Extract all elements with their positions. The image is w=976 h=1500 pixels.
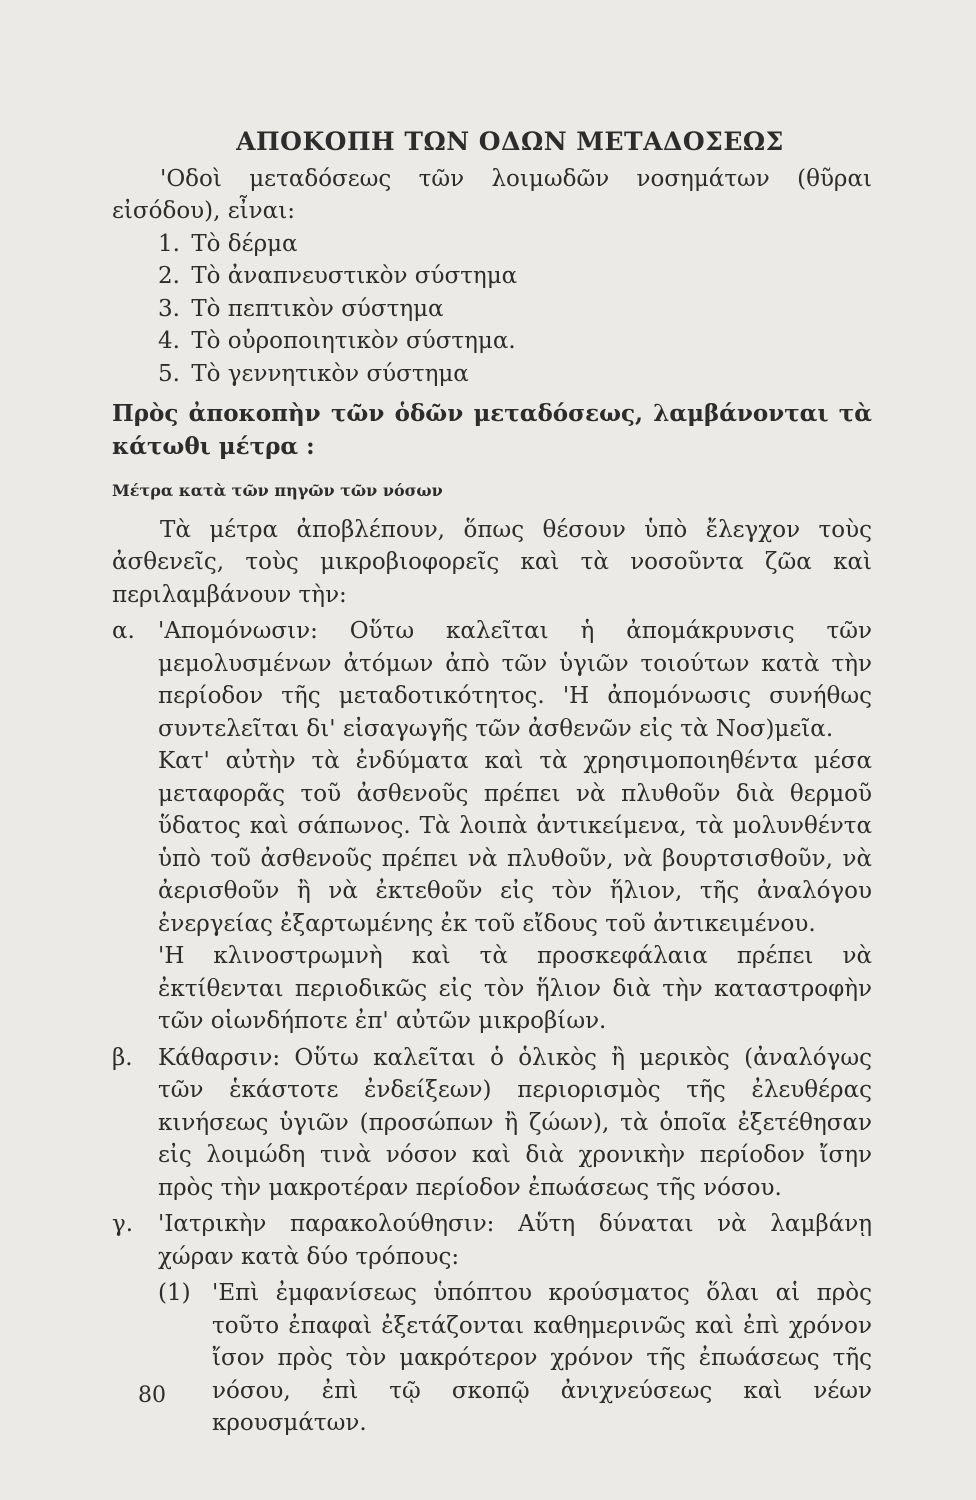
item-marker: γ. — [112, 1211, 134, 1237]
sources-subheading: Μέτρα κατὰ τῶν πηγῶν τῶν νόσων — [112, 481, 443, 500]
subitem-1 — [112, 1277, 872, 1440]
list-item-text: Τὸ δέρμα — [191, 230, 298, 257]
list-item-text: Τὸ πεπτικὸν σύστημα — [191, 295, 444, 322]
list-item-number: 4. — [158, 328, 180, 354]
page-body — [112, 118, 872, 1440]
list-item-number: 2. — [158, 263, 180, 289]
list-item — [158, 358, 872, 391]
list-item — [158, 293, 872, 326]
item-marker: α. — [112, 618, 135, 644]
item-quarantine — [112, 1042, 872, 1205]
measures-heading: Πρὸς ἀποκοπὴν τῶν ὁδῶν μεταδόσεως, λαμβάνονται τὰ κάτωθι μέτρα : — [112, 400, 872, 460]
item-medical-surveillance — [112, 1208, 872, 1273]
list-item — [158, 228, 872, 261]
subitem-marker: (1) — [158, 1280, 191, 1306]
list-item-text: Τὸ ἀναπνευστικὸν σύστημα — [191, 263, 518, 289]
list-item — [158, 260, 872, 293]
item-text: 'Ιατρικὴν παρακολούθησιν: Αὕτη δύναται νὰ λαμβάνῃ χώραν κατὰ δύο τρόπους: — [158, 1211, 872, 1270]
list-item-text: Τὸ γεννητικὸν σύστημα — [191, 360, 469, 387]
subitem-text: 'Επὶ ἐμφανίσεως ὑπόπτου κρούσματος ὅλαι αἱ πρὸς τοῦτο ἐπαφαὶ ἐξετάζονται καθημερινῶς καὶ ἐπὶ χρόνον ἴσον πρὸς τὸν μακρότερον χρόνον τῆς ἐπωάσεως τῆς νόσου, ἐπὶ τῷ σκοπῷ ἀνιχνεύσεως καὶ νέων κρουσμάτων. — [212, 1280, 872, 1436]
page-number: 80 — [138, 1383, 166, 1408]
sources-paragraph: Τὰ μέτρα ἀποβλέπουν, ὅπως θέσουν ὑπὸ ἔλεγχον τοὺς ἀσθενεῖς, τοὺς μικροβιοφορεῖς καὶ τὰ νοσοῦντα ζῶα καὶ περιλαμβάνουν τὴν: — [112, 516, 872, 608]
routes-list — [112, 228, 872, 391]
item-isolation-paragraph-3: 'Η κλινοστρωμνὴ καὶ τὰ προσκεφάλαια πρέπει νὰ ἐκτίθενται περιοδικῶς εἰς τὸν ἥλιον διὰ τὴν καταστροφὴν τῶν οἱωνδήποτε ἐπ' αὐτῶν μικροβίων. — [158, 943, 872, 1034]
list-item-number: 3. — [158, 295, 180, 322]
item-text: Κάθαρσιν: Οὕτω καλεῖται ὁ ὁλικὸς ἢ μερικὸς (ἀναλόγως τῶν ἑκάστοτε ἐνδείξεων) περιορισμὸς τῆς ἐλευθέρας κινήσεως ὑγιῶν (προσώπων ἢ ζώων), τὰ ὁποῖα ἐξετέθησαν εἰς λοιμώδη τινὰ νόσον καὶ διὰ χρονικὴν περίοδον ἴσην πρὸς τὴν μακροτέραν περίοδον ἐπωάσεως τῆς νόσου. — [158, 1044, 872, 1201]
item-isolation — [112, 615, 872, 745]
item-marker: β. — [112, 1044, 133, 1071]
list-item-number: 1. — [158, 230, 180, 257]
page-title: ΑΠΟΚΟΠΗ ΤΩΝ ΟΔΩΝ ΜΕΤΑΔΟΣΕΩΣ — [236, 127, 784, 156]
item-isolation-paragraph-2: Κατ' αὐτὴν τὰ ἐνδύματα καὶ τὰ χρησιμοποιηθέντα μέσα μεταφορᾶς τοῦ ἀσθενοῦς πρέπει νὰ πλυθοῦν διὰ θερμοῦ ὕδατος καὶ σάπωνος. Τὰ λοιπὰ ἀντικείμενα, τὰ μολυνθέντα ὑπὸ τοῦ ἀσθενοῦς πρέπει νὰ πλυθοῦν, νὰ βουρτσισθοῦν, νὰ ἀερισθοῦν ἢ νὰ ἐκτεθοῦν εἰς τὸν ἥλιον, τῆς ἀναλόγου ἐνεργείας ἐξαρτωμένης ἐκ τοῦ εἴδους τοῦ ἀντικειμένου. — [158, 748, 872, 937]
list-item-text: Τὸ οὐροποιητικὸν σύστημα. — [191, 328, 516, 354]
list-item-number: 5. — [158, 360, 180, 387]
list-item — [158, 325, 872, 358]
item-text: 'Απομόνωσιν: Οὕτω καλεῖται ἡ ἀπομάκρυνσις τῶν μεμολυσμένων ἀτόμων ἀπὸ τῶν ὑγιῶν τοιούτων κατὰ τὴν περίοδον τῆς μεταδοτικότητος. 'Η ἀπομόνωσις συνήθως συντελεῖται δι' εἰσαγωγῆς τῶν ἀσθενῶν εἰς τὰ Νοσ)μεῖα. — [158, 618, 872, 742]
intro-paragraph: 'Οδοὶ μεταδόσεως τῶν λοιμωδῶν νοσημάτων (θῦραι εἰσόδου), εἶναι: — [112, 165, 872, 224]
